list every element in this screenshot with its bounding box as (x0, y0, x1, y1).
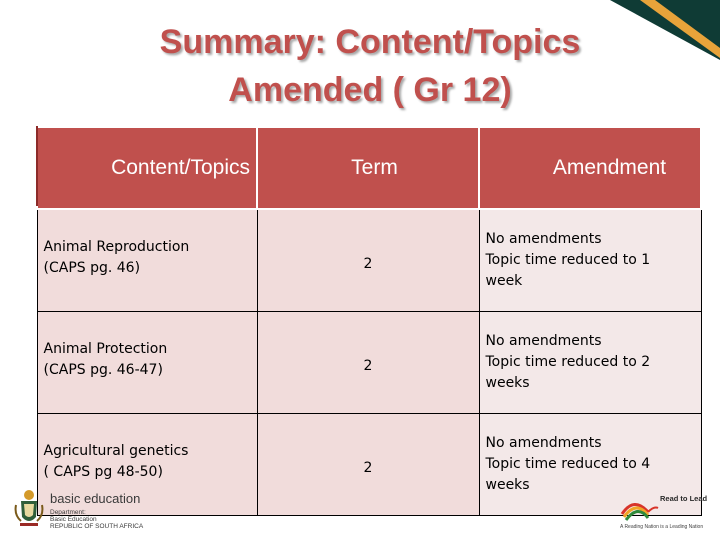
department-line: Basic Education (50, 516, 97, 523)
header-left-border (36, 126, 38, 206)
topic-name: Animal Reproduction (43, 239, 190, 255)
header-amendment: Amendment (479, 127, 701, 209)
department-text (50, 509, 143, 530)
header-content-topics: Content/Topics (37, 127, 257, 209)
amendment-line: weeks (485, 375, 530, 391)
tagline-text: A Reading Nation is a Leading Nation (620, 524, 704, 530)
topic-reference: ( CAPS pg 48-50) (43, 464, 163, 480)
topic-reference: (CAPS pg. 46-47) (43, 362, 163, 378)
department-line: Department: (50, 509, 86, 516)
topic-name: Animal Protection (43, 341, 168, 357)
table-header-row (37, 127, 701, 209)
title-line-2: Amended ( Gr 12) (228, 71, 512, 109)
table-row (37, 312, 701, 414)
topic-cell (37, 209, 257, 312)
amendment-line: No amendments (485, 435, 602, 451)
header-term: Term (257, 127, 479, 209)
amendment-line: Topic time reduced to 2 (485, 354, 651, 370)
topic-reference: (CAPS pg. 46) (43, 260, 141, 276)
amendment-line: No amendments (485, 333, 602, 349)
right-brand-text: Read to Lead (660, 494, 708, 503)
read-to-lead-logo (618, 490, 718, 536)
amendment-line: No amendments (485, 231, 602, 247)
amendment-line: Topic time reduced to 4 (485, 456, 651, 472)
left-brand-text: basic education (50, 491, 141, 506)
amendment-cell (479, 312, 701, 414)
amendment-line: week (485, 273, 523, 289)
coat-of-arms-icon (12, 487, 46, 529)
amendment-line: weeks (485, 477, 530, 493)
table-row (37, 209, 701, 312)
amendment-line: Topic time reduced to 1 (485, 252, 651, 268)
topic-name: Agricultural genetics (43, 443, 189, 459)
department-line: REPUBLIC OF SOUTH AFRICA (50, 523, 144, 530)
title-line-1: Summary: Content/Topics (159, 23, 581, 61)
basic-education-logo (12, 487, 192, 532)
term-cell: 2 (257, 209, 479, 312)
amendment-cell (479, 209, 701, 312)
term-cell: 2 (257, 414, 479, 516)
slide-title (0, 18, 720, 114)
topic-cell (37, 312, 257, 414)
summary-table (36, 126, 702, 516)
term-cell: 2 (257, 312, 479, 414)
